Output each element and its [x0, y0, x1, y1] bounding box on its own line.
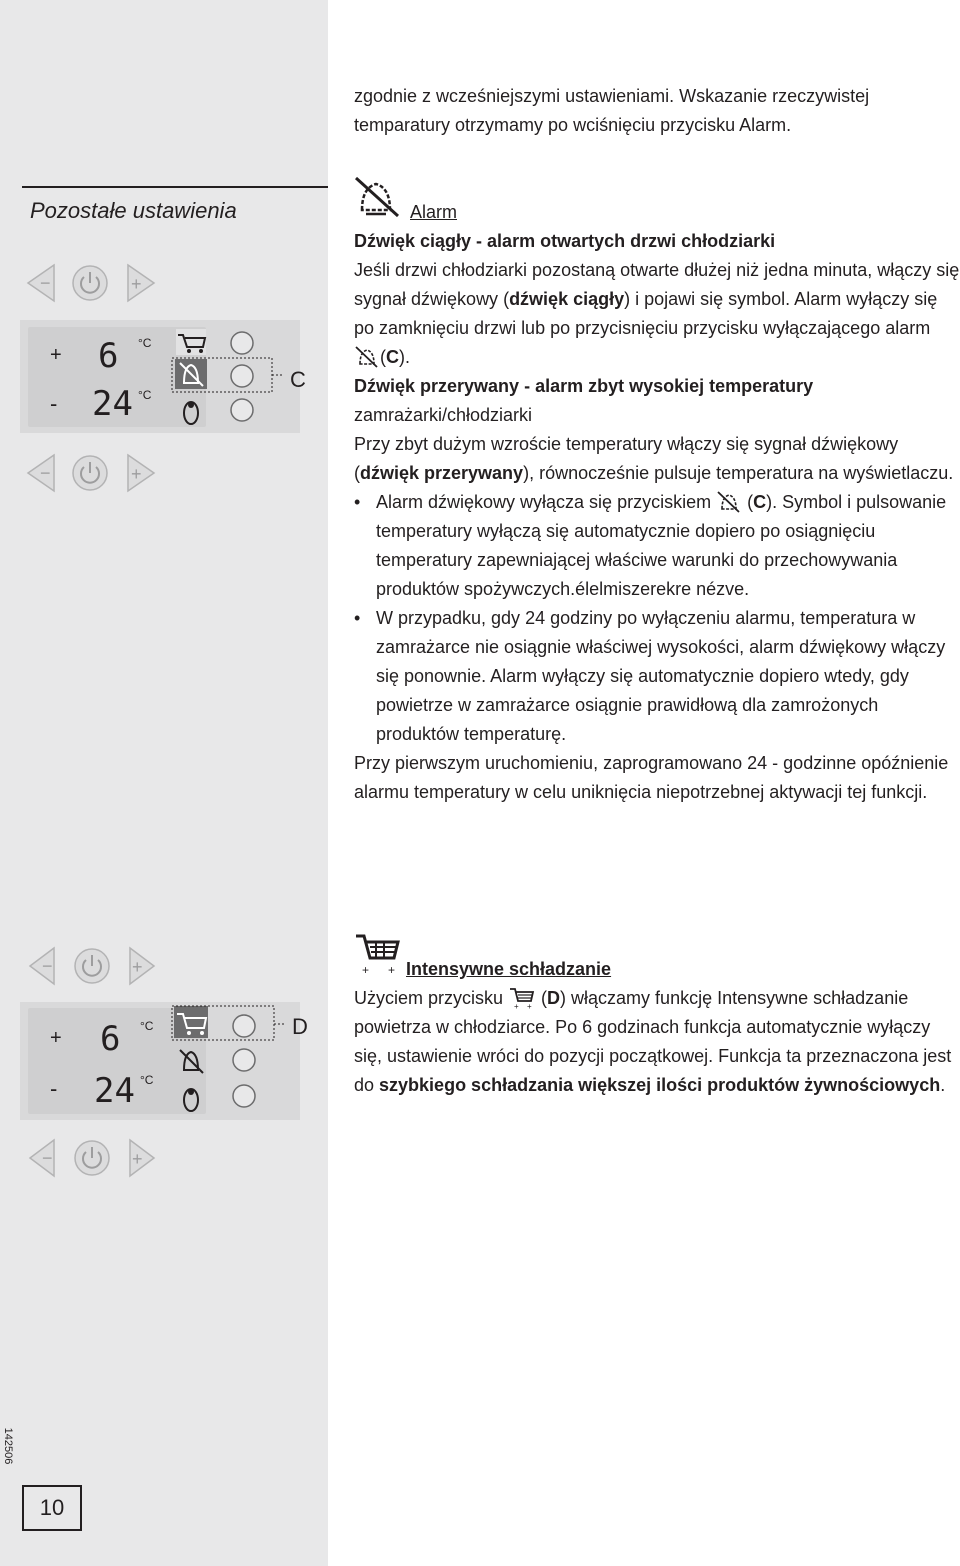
svg-text:-: -: [50, 391, 58, 416]
sidebar: [0, 0, 328, 1566]
intro-paragraph: zgodnie z wcześniejszymi ustawieniami. Wskazanie rzeczywistej temparatury otrzymamy po wciśnięciu przycisku Alarm.: [354, 86, 870, 135]
svg-text:6: 6: [98, 336, 119, 376]
alarm-off-icon: [716, 490, 742, 514]
svg-text:6: 6: [100, 1019, 121, 1059]
alarm-bullet-1: • Alarm dźwiękowy wyłącza się przyciskiem (C). Symbol i pulsowanie temperatury wyłączą się automatycznie dopiero po osiągnięciu temperatury zapewniającej właściwe warunki do przechowywania produktów spożywczych.élelmiszerekre nézve.: [354, 488, 960, 604]
cart-icon: [176, 329, 206, 355]
alarm-p1: Jeśli drzwi chłodziarki pozostaną otwarte dłużej niż jedna minuta, włączy się sygnał dźwiękowy (dźwięk ciągły) i pojawi się symbol. Alarm wyłączy się po zamknięciu drzwi lub po przycisnięciu przycisku wyłączającego alarm (C).: [354, 260, 960, 367]
alarm-button[interactable]: [231, 365, 253, 387]
control-panel-d: [20, 940, 308, 1235]
svg-text:°C: °C: [140, 1019, 154, 1033]
bottom-button-row: [28, 455, 154, 491]
control-panel-illustration: [20, 255, 320, 535]
intense-paragraph: Użyciem przycisku + + (D) włączamy funkcję Intensywne schładzanie powietrza w chłodziarce. Po 6 godzinach funkcja automatycznie wyłączy się, ustawienie wróci do pozycji początkowej. Funkcja ta przeznaczona jest do szybkiego schładzania większej ilości produktów żywnościowych.: [354, 984, 960, 1100]
document-code: 142506: [2, 1427, 14, 1465]
intense-heading: Intensywne schładzanie: [406, 959, 612, 979]
cooling-button[interactable]: [233, 1015, 255, 1037]
svg-text:+: +: [514, 1002, 519, 1010]
page-number: 10: [22, 1485, 82, 1531]
svg-text:24: 24: [94, 1071, 135, 1111]
penguin-button[interactable]: [233, 1085, 255, 1107]
alarm-bullet-2: • W przypadku, gdy 24 godziny po wyłączeniu alarmu, temperatura w zamrażarce nie osiągnie właściwej wysokości, alarm dźwiękowy włączy się ponownie. Alarm wyłączy się automatycznie dopiero wtedy, gdy powietrze w zamrażarce osiągnie prawidłową dla zamrożonych produktów temperaturę.: [354, 604, 960, 749]
intense-section: [354, 955, 960, 1100]
alarm-section: [354, 198, 960, 807]
svg-text:°C: °C: [140, 1073, 154, 1087]
svg-text:+: +: [132, 957, 143, 977]
intensive-cooling-cart-icon: [508, 984, 536, 1010]
bottom-button-row: [30, 1140, 154, 1176]
alarm-sub2-rest: zamrażarki/chłodziarki: [354, 405, 533, 425]
alarm-p2: Przy zbyt dużym wzroście temperatury włączy się sygnał dźwiękowy (dźwięk przerywany), równocześnie pulsuje temperatura na wyświetlaczu.: [354, 434, 954, 483]
svg-text:+: +: [527, 1002, 532, 1010]
svg-text:24: 24: [92, 384, 133, 424]
alarm-p3: Przy pierwszym uruchomieniu, zaprogramowano 24 - godzinne opóźnienie alarmu temperatury w celu uniknięcia niepotrzebnej aktywacji tej funkcji.: [354, 753, 949, 802]
svg-text:+: +: [50, 1027, 62, 1049]
svg-text:−: −: [40, 273, 51, 293]
svg-text:+: +: [131, 464, 142, 484]
svg-text:+: +: [388, 963, 396, 976]
control-panel-c: [20, 255, 306, 540]
alarm-heading: Alarm: [410, 202, 458, 222]
alarm-sub2: Dźwięk przerywany - alarm zbyt wysokiej temperatury: [354, 376, 814, 396]
callout-d: D: [292, 1014, 308, 1039]
svg-text:−: −: [40, 463, 51, 483]
svg-text:°C: °C: [138, 336, 152, 350]
alarm-button[interactable]: [233, 1049, 255, 1071]
svg-text:+: +: [131, 274, 142, 294]
top-button-row: [30, 948, 154, 984]
top-button-row: [28, 265, 154, 301]
svg-text:°C: °C: [138, 388, 152, 402]
section-rule: [22, 186, 328, 188]
section-title: Pozostałe ustawienia: [30, 198, 237, 223]
callout-c: C: [290, 367, 306, 392]
penguin-button[interactable]: [231, 399, 253, 421]
svg-text:−: −: [42, 1148, 53, 1168]
svg-text:+: +: [50, 344, 62, 366]
control-panel-illustration: [20, 940, 320, 1230]
alarm-off-icon: [354, 345, 380, 369]
alarm-sub1: Dźwięk ciągły - alarm otwartych drzwi chłodziarki: [354, 231, 776, 251]
svg-text:−: −: [42, 956, 53, 976]
svg-text:+: +: [132, 1149, 143, 1169]
cooling-button[interactable]: [231, 332, 253, 354]
svg-text:+: +: [362, 963, 370, 976]
svg-text:-: -: [50, 1076, 58, 1101]
